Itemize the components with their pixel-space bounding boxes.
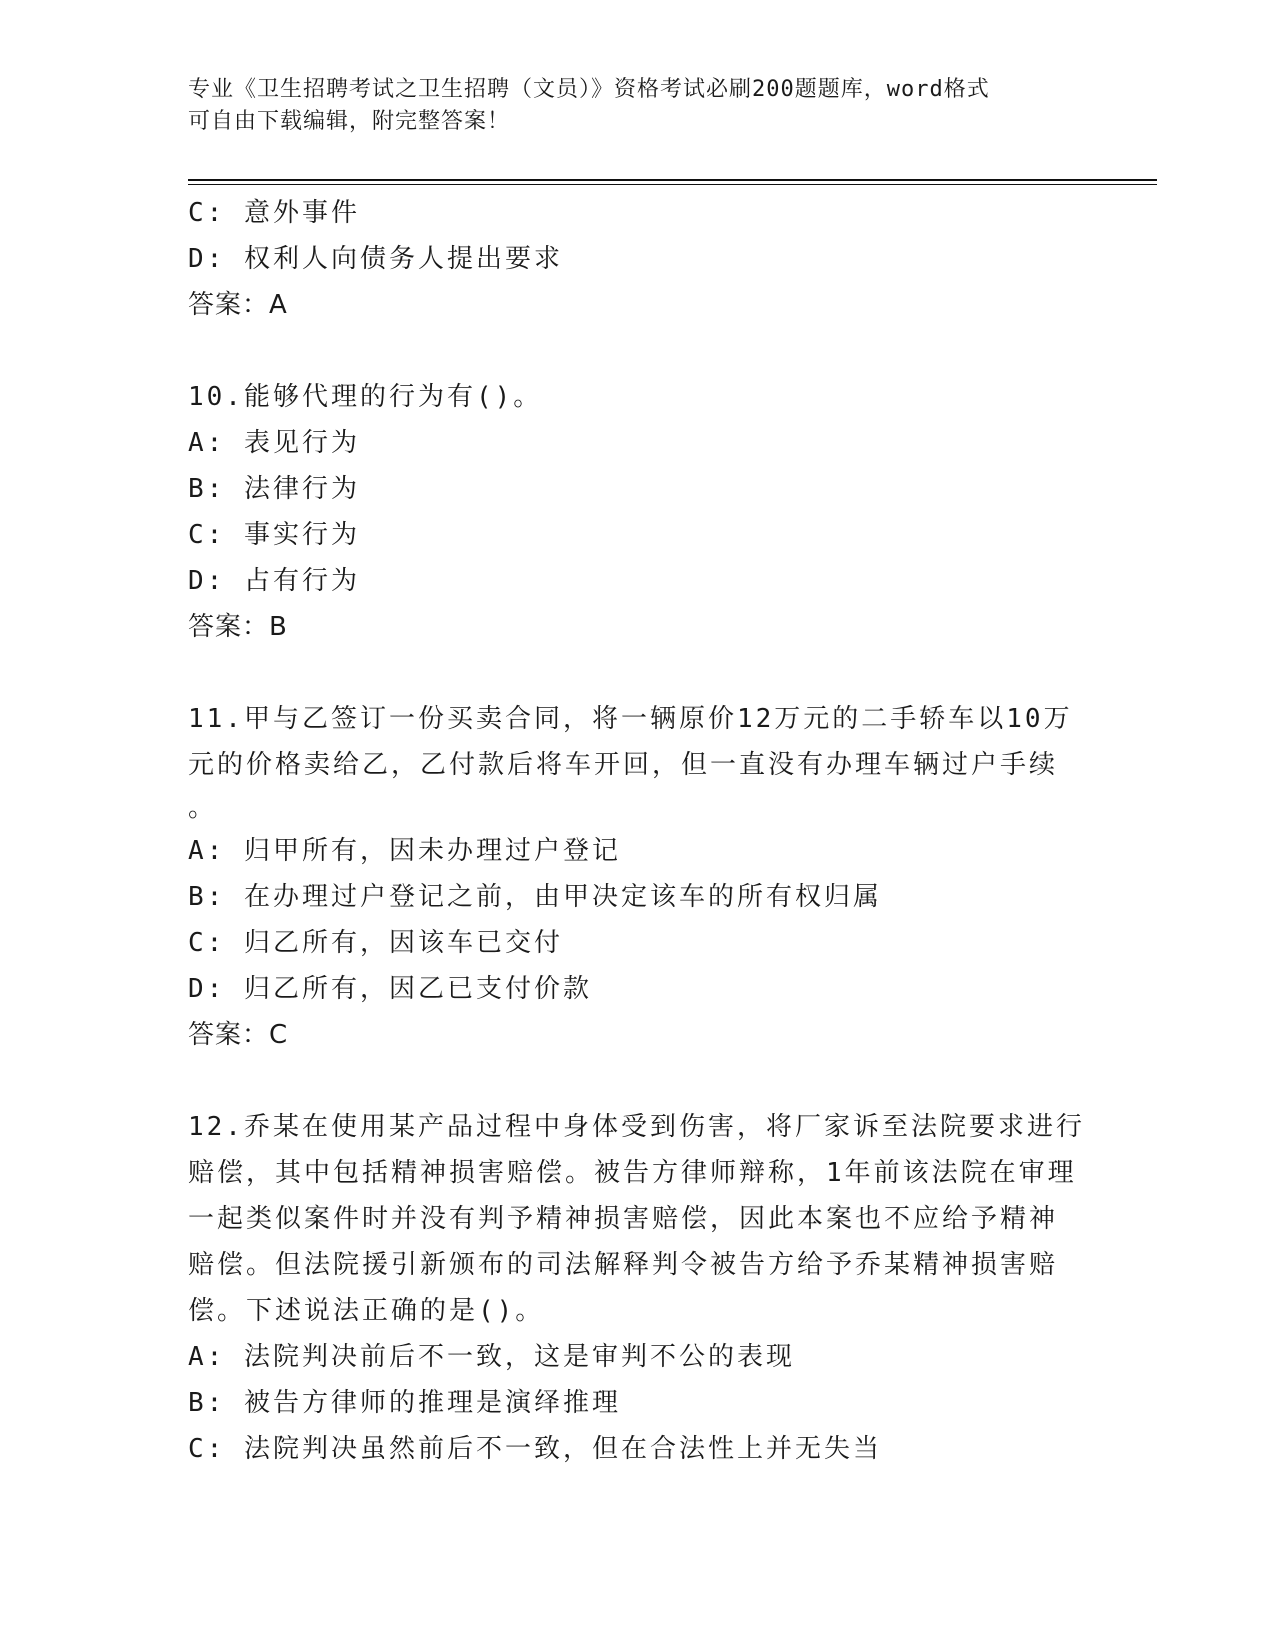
option-line: A: 表见行为	[188, 428, 360, 458]
option-line: D: 占有行为	[188, 566, 360, 596]
option-line: A: 法院判决前后不一致，这是审判不公的表现	[188, 1342, 795, 1372]
prev-question-block	[188, 190, 1088, 328]
option-line: B: 被告方律师的推理是演绎推理	[188, 1388, 621, 1418]
answer-line: 答案：A	[188, 290, 288, 320]
option-line: A: 归甲所有，因未办理过户登记	[188, 836, 621, 866]
option-line: D: 权利人向债务人提出要求	[188, 244, 563, 274]
header-title-line-1: 专业《卫生招聘考试之卫生招聘（文员）》资格考试必刷200题题库，word格式	[188, 77, 990, 102]
answer-line: 答案：C	[188, 1020, 289, 1050]
option-line: B: 在办理过户登记之前，由甲决定该车的所有权归属	[188, 882, 882, 912]
document-header	[188, 74, 1088, 138]
header-title-line-2: 可自由下载编辑，附完整答案！	[188, 109, 511, 134]
question-stem: 10.能够代理的行为有()。	[188, 382, 543, 412]
answer-line: 答案：B	[188, 612, 288, 642]
question-gap	[188, 650, 1088, 696]
header-divider-thin	[188, 184, 1157, 185]
question-stem: 11.甲与乙签订一份买卖合同，将一辆原价12万元的二手轿车以10万	[188, 704, 1073, 734]
question-stem: 赔偿。但法院援引新颁布的司法解释判令被告方给予乔某精神损害赔	[188, 1250, 1059, 1280]
question-12-block	[188, 1104, 1088, 1472]
question-list	[188, 190, 1088, 1472]
header-divider-thick	[188, 179, 1157, 181]
question-stem: 一起类似案件时并没有判予精神损害赔偿，因此本案也不应给予精神	[188, 1204, 1059, 1234]
option-line: C: 意外事件	[188, 198, 360, 228]
question-stem: 12.乔某在使用某产品过程中身体受到伤害，将厂家诉至法院要求进行	[188, 1112, 1085, 1142]
question-stem: 赔偿，其中包括精神损害赔偿。被告方律师辩称，1年前该法院在审理	[188, 1158, 1077, 1188]
question-11-block	[188, 696, 1088, 1058]
option-line: C: 事实行为	[188, 520, 360, 550]
option-line: C: 法院判决虽然前后不一致，但在合法性上并无失当	[188, 1434, 882, 1464]
option-line: B: 法律行为	[188, 474, 360, 504]
question-stem: 。	[188, 793, 218, 823]
option-line: D: 归乙所有，因乙已支付价款	[188, 974, 592, 1004]
question-stem: 元的价格卖给乙，乙付款后将车开回，但一直没有办理车辆过户手续	[188, 750, 1059, 780]
question-stem: 偿。下述说法正确的是()。	[188, 1296, 545, 1326]
question-gap	[188, 328, 1088, 374]
question-10-block	[188, 374, 1088, 650]
option-line: C: 归乙所有，因该车已交付	[188, 928, 563, 958]
question-gap	[188, 1058, 1088, 1104]
